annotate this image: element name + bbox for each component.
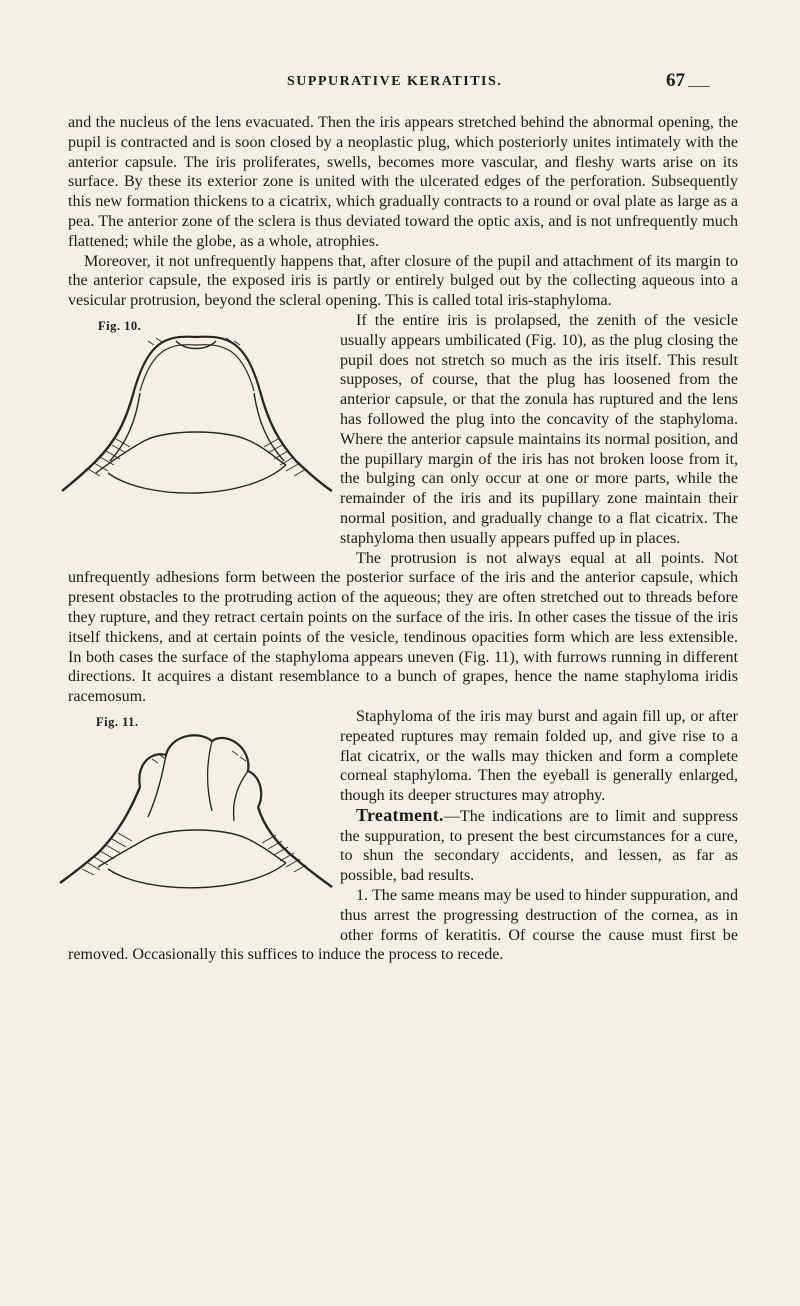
figure-10-illustration bbox=[56, 311, 336, 564]
figure-11 bbox=[56, 707, 336, 940]
paragraph-5: Staphyloma of the iris may burst and again fill up, or after repeated ruptures may remain folded up, and give rise to a flat cicatrix, or the walls may thicken and form a complete corneal staphyloma. Then the eyeball is generally enlarged, though its deeper structures may atrophy. bbox=[340, 707, 738, 805]
page-header bbox=[0, 70, 800, 94]
paragraph-3: If the entire iris is prolapsed, the zenith of the vesicle usually appears umbilicated (Fig. 10), as the plug closing the pupil does not stretch so much as the iris itself. This result supposes, of course, that the plug has loosened from the anterior capsule, or that the zonula has ruptured and the lens has followed the plug into the concavity of the staphyloma. Where the anterior capsule maintains its normal position, and the pupillary margin of the iris has not broken loose from it, the bulging can only occur at one or more parts, while the remainder of the iris and its pupillary zone maintain their normal position, and gradually change to a flat cicatrix. The staphyloma then usually appears puffed up in places. bbox=[340, 311, 738, 547]
figure-10-label: Fig. 10. bbox=[98, 318, 142, 333]
figure-11-label: Fig. 11. bbox=[96, 714, 139, 729]
paragraph-7: 1. The same means may be used to hinder suppuration, and thus arrest the progressing destruction of the cornea, as in other forms of keratitis. Of course the cause must first be removed. Occasionally this suffices to induce the process to recede. bbox=[68, 887, 738, 964]
figure-11-illustration bbox=[56, 707, 336, 940]
header-rule bbox=[688, 86, 710, 87]
paragraph-2: Moreover, it not unfrequently happens that, after closure of the pupil and attachment of its margin to the anterior capsule, the exposed iris is partly or entirely bulged out by the collecting aqueous into a vesicular protrusion, beyond the scleral opening. This is called total iris-staphyloma. bbox=[68, 252, 738, 310]
treatment-text: —The indications are to limit and suppress the suppuration, to present the best circumstances for a cure, to shun the secondary accidents, and lessen, as far as possible, bad results. bbox=[340, 807, 738, 885]
figure-10 bbox=[56, 311, 336, 564]
paragraph-1: and the nucleus of the lens evacuated. Then the iris appears stretched behind the abnormal opening, the pupil is contracted and is soon closed by a neoplastic plug, which posteriorly unites intimately with the anterior capsule. The iris proliferates, swells, becomes more vascular, and fleshy warts arise on its surface. By these its exterior zone is united with the ulcerated edges of the perforation. Subsequently this new formation thickens to a cicatrix, which gradually contracts to a round or oval plate as large as a pea. The anterior zone of the sclera is thus deviated toward the optic axis, and is not unfrequently much flattened; while the globe, as a whole, atrophies. bbox=[68, 114, 738, 250]
treatment-heading: Treatment. bbox=[356, 804, 444, 825]
running-head: SUPPURATIVE KERATITIS. bbox=[287, 74, 503, 89]
body-text bbox=[68, 113, 738, 965]
paragraph-4: The protrusion is not always equal at all points. Not unfrequently adhesions form between the posterior surface of the iris and the anterior capsule, which present obstacles to the protruding action of the aqueous; they are often stretched out to threads before they rupture, and they retract certain points on the surface of the iris. In other cases the tissue of the iris itself thickens, and at certain points of the vesicle, tendinous opacities form which are less extensible. In both cases the surface of the staphyloma appears uneven (Fig. 11), with furrows running in different directions. It acquires a distant resemblance to a bunch of grapes, hence the name staphyloma iridis racemosum. bbox=[68, 549, 738, 706]
page-number: 67 bbox=[666, 70, 685, 91]
